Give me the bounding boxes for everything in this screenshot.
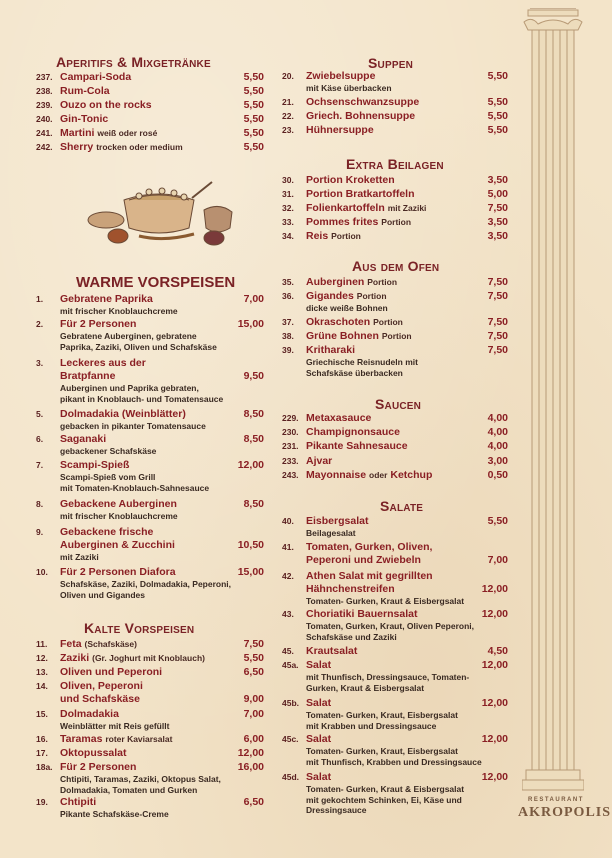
item-price: 0,50	[487, 469, 508, 481]
item-qualifier: trocken oder medium	[96, 142, 183, 152]
item-price: 5,50	[243, 141, 264, 153]
item-name-text: Auberginen	[306, 276, 365, 288]
item-description: Paprika, Zaziki, Oliven und Schafskäse	[60, 341, 217, 352]
item-name	[60, 141, 183, 154]
item-description: gebackener Schafskäse	[60, 446, 157, 456]
item-description: Tomaten- Gurken, Kraut & Eisbergsalat	[306, 784, 465, 794]
item-name	[306, 174, 395, 187]
item-number: 240.	[36, 114, 53, 124]
item-price: 8,50	[243, 498, 264, 510]
item-name-text: Gebackene Auberginen	[60, 498, 177, 510]
item-description: Oliven und Gigandes	[60, 589, 146, 600]
item-description: Gebratene Auberginen, gebratene	[60, 331, 197, 341]
item-name-line2: Peperoni und Zwiebeln	[306, 554, 421, 566]
item-price: 5,50	[243, 71, 264, 83]
item-name	[306, 455, 332, 468]
item-name-text: Ochsenschwanzsuppe	[306, 96, 420, 108]
item-price: 12,00	[237, 459, 264, 471]
item-qualifier: (Schafskäse)	[84, 639, 137, 649]
item-price: 12,00	[481, 659, 508, 671]
item-name-text: Taramas	[60, 733, 103, 745]
item-number: 12.	[36, 653, 48, 663]
item-price: 5,50	[243, 99, 264, 111]
item-name	[60, 85, 110, 98]
item-description: Beilagesalat	[306, 528, 356, 538]
item-name-text: Champignonsauce	[306, 426, 400, 438]
item-name-line2: Bratpfanne	[60, 370, 116, 382]
item-name	[306, 733, 331, 746]
item-description: Schafskäse überbacken	[306, 367, 403, 378]
item-description: Tomaten, Gurken, Kraut, Oliven Peperoni,	[306, 621, 474, 631]
item-qualifier: Portion	[373, 317, 403, 327]
item-price: 8,50	[243, 433, 264, 445]
item-name-text: Martini	[60, 127, 95, 139]
item-description: gebacken in pikanter Tomatensauce	[60, 421, 206, 431]
item-number: 22.	[282, 111, 294, 121]
item-price: 5,50	[243, 113, 264, 125]
item-description: mit Käse überbacken	[306, 83, 392, 93]
item-number: 233.	[282, 456, 299, 466]
item-number: 23.	[282, 125, 294, 135]
item-description: Pikante Schafskäse-Creme	[60, 809, 169, 819]
item-price: 15,00	[237, 566, 264, 578]
item-description: mit Thunfisch, Krabben und Dressingsauce	[306, 756, 482, 767]
item-description: mit Krabben und Dressingsauce	[306, 720, 437, 731]
item-price: 15,00	[237, 318, 264, 330]
item-number: 231.	[282, 441, 299, 451]
item-name	[60, 408, 186, 421]
item-number: 19.	[36, 797, 48, 807]
item-name-text: Krautsalat	[306, 645, 358, 657]
item-name-text: Metaxasauce	[306, 412, 372, 424]
item-name-text: Saganaki	[60, 433, 107, 445]
item-name-text: Hühnersuppe	[306, 124, 374, 136]
item-price: 7,50	[487, 202, 508, 214]
item-number: 10.	[36, 567, 48, 577]
item-number: 30.	[282, 175, 294, 185]
item-name-text: Campari-Soda	[60, 71, 132, 83]
item-qualifier: mit Zaziki	[387, 203, 427, 213]
column-pillar-graphic	[522, 8, 584, 800]
item-name	[60, 680, 143, 693]
item-name	[60, 99, 152, 112]
item-price: 7,50	[487, 344, 508, 356]
item-number: 241.	[36, 128, 53, 138]
item-description: Dolmadakia, Tomaten und Gurken	[60, 784, 198, 795]
item-name	[60, 566, 176, 579]
item-price: 7,50	[487, 330, 508, 342]
item-price: 6,50	[243, 666, 264, 678]
item-name-text: Dolmadakia	[60, 708, 119, 720]
item-price: 5,50	[243, 652, 264, 664]
item-qualifier: weiß oder rosé	[97, 128, 158, 138]
item-name	[60, 652, 205, 665]
item-name-text: Pommes frites	[306, 216, 379, 228]
item-price: 4,00	[487, 426, 508, 438]
item-qualifier: Portion	[331, 231, 361, 241]
item-price: 5,50	[487, 110, 508, 122]
item-name-text: Folienkartoffeln	[306, 202, 385, 214]
item-name-text: Gigandes	[306, 290, 354, 302]
item-name	[60, 708, 119, 721]
item-number: 45b.	[282, 698, 300, 708]
item-number: 21.	[282, 97, 294, 107]
item-name	[306, 608, 417, 621]
item-price: 7,50	[487, 290, 508, 302]
item-name-text: Salat	[306, 697, 332, 709]
item-number: 42.	[282, 571, 294, 581]
item-qualifier: Portion	[356, 291, 387, 301]
item-description: mit frischer Knoblauchcreme	[60, 511, 178, 521]
item-description: pikant in Knoblauch- und Tomatensauce	[60, 393, 224, 404]
item-name	[306, 541, 432, 554]
item-name-text: Gebratene Paprika	[60, 293, 153, 305]
item-qualifier: roter Kaviarsalat	[105, 734, 173, 744]
item-price: 6,50	[243, 796, 264, 808]
item-number: 11.	[36, 639, 48, 649]
item-name-text: Okraschoten	[306, 316, 371, 328]
item-description: Schafskäse und Zaziki	[306, 631, 397, 642]
item-name	[306, 276, 397, 289]
item-name	[306, 659, 331, 672]
item-name-text: Leckeres aus der	[60, 357, 146, 369]
item-name	[306, 70, 375, 83]
item-number: 32.	[282, 203, 294, 213]
item-name	[60, 459, 129, 472]
item-price: 5,50	[243, 127, 264, 139]
item-number: 43.	[282, 609, 294, 619]
section-title-saucen: Saucen	[375, 396, 422, 412]
item-price: 7,50	[487, 316, 508, 328]
section-title-beilagen: Extra Beilagen	[346, 156, 444, 172]
item-description: mit Thunfisch, Dressingsauce, Tomaten-	[306, 672, 470, 682]
item-price: 7,50	[243, 638, 264, 650]
item-description: Tomaten- Gurken, Kraut, Eisbergsalat	[306, 710, 458, 720]
item-number: 38.	[282, 331, 294, 341]
item-description: mit frischer Knoblauchcreme	[60, 306, 178, 316]
item-number: 34.	[282, 231, 294, 241]
item-name	[306, 570, 433, 583]
item-qualifier: (Gr. Joghurt mit Knoblauch)	[92, 653, 205, 663]
item-name	[306, 330, 412, 343]
item-price: 9,50	[243, 370, 264, 382]
item-name	[306, 124, 374, 137]
item-number: 45a.	[282, 660, 299, 670]
item-name-text: Mayonnaise	[306, 469, 367, 481]
item-name-text: Oliven und Peperoni	[60, 666, 163, 678]
item-price: 12,00	[481, 697, 508, 709]
item-name	[60, 293, 153, 306]
item-name	[306, 230, 361, 243]
section-title-kalte: Kalte Vorspeisen	[84, 620, 195, 636]
item-name	[60, 357, 146, 370]
item-price: 9,00	[243, 693, 264, 705]
item-price: 12,00	[481, 583, 508, 595]
item-number: 31.	[282, 189, 294, 199]
item-name-text: Tomaten, Gurken, Oliven,	[306, 541, 433, 553]
item-name	[60, 113, 108, 126]
item-name-text: Ouzo on the rocks	[60, 99, 152, 111]
item-number: 5.	[36, 409, 44, 419]
item-name	[306, 96, 419, 109]
item-description: mit gekochtem Schinken, Ei, Käse und	[306, 794, 462, 805]
item-price: 12,00	[481, 608, 508, 620]
item-name	[306, 344, 355, 357]
section-title-suppen: Suppen	[368, 55, 413, 71]
item-name	[60, 498, 177, 511]
item-price: 8,50	[243, 408, 264, 420]
item-number: 229.	[282, 413, 299, 423]
item-number: 7.	[36, 460, 44, 470]
item-name	[60, 733, 172, 746]
item-name	[306, 697, 331, 710]
item-name-text-2: Ketchup	[390, 469, 433, 481]
food-illustration	[84, 180, 234, 248]
item-number: 230.	[282, 427, 299, 437]
item-price: 5,50	[487, 515, 508, 527]
item-name-text: Dolmadakia (Weinblätter)	[60, 408, 186, 420]
item-name-text: Reis	[306, 230, 329, 242]
item-price: 3,50	[487, 230, 508, 242]
item-number: 45c.	[282, 734, 299, 744]
item-name	[60, 796, 96, 809]
item-number: 15.	[36, 709, 48, 719]
item-price: 7,00	[487, 554, 508, 566]
item-price: 4,00	[487, 412, 508, 424]
item-name-text: Chtipiti	[60, 796, 97, 808]
section-title-warme: WARME VORSPEISEN	[76, 274, 236, 291]
item-name	[60, 318, 136, 331]
item-price: 12,00	[237, 747, 264, 759]
item-number: 237.	[36, 72, 53, 82]
item-number: 14.	[36, 681, 48, 691]
item-name	[60, 666, 162, 679]
item-price: 5,00	[487, 188, 508, 200]
item-number: 238.	[36, 86, 53, 96]
item-qualifier: oder	[369, 470, 388, 480]
item-name-text: Für 2 Personen	[60, 318, 137, 330]
item-name	[60, 638, 137, 651]
item-price: 5,50	[487, 124, 508, 136]
item-name-text: Für 2 Personen Diafora	[60, 566, 176, 578]
item-name-text: Gebackene frische	[60, 526, 154, 538]
item-name	[306, 216, 411, 229]
item-price: 12,00	[481, 771, 508, 783]
item-name	[306, 188, 415, 201]
item-name	[60, 526, 153, 539]
item-number: 6.	[36, 434, 44, 444]
item-qualifier: Portion	[381, 331, 412, 341]
item-name-text: Athen Salat mit gegrillten	[306, 570, 433, 582]
item-name-text: Für 2 Personen	[60, 761, 137, 773]
item-price: 4,00	[487, 440, 508, 452]
item-name-line2: Auberginen & Zucchini	[60, 539, 175, 551]
item-description: Dressingsauce	[306, 805, 367, 815]
section-title-ofen: Aus dem Ofen	[352, 258, 440, 274]
item-description: Schafskäse, Zaziki, Dolmadakia, Peperoni,	[60, 579, 232, 589]
item-name	[60, 71, 131, 84]
item-name	[60, 747, 127, 760]
item-description: Scampi-Spieß vom Grill	[60, 472, 156, 482]
item-name-text: Salat	[306, 771, 332, 783]
item-name	[60, 433, 106, 446]
item-description: Tomaten- Gurken, Kraut, Eisbergsalat	[306, 746, 458, 756]
item-number: 33.	[282, 217, 294, 227]
item-number: 41.	[282, 542, 294, 552]
item-name-text: Rum-Cola	[60, 85, 110, 97]
item-name-text: Salat	[306, 733, 332, 745]
item-number: 39.	[282, 345, 294, 355]
item-name	[306, 469, 432, 482]
logo-restaurant-label: RESTAURANT	[528, 797, 584, 803]
item-name-text: Kritharaki	[306, 344, 356, 356]
item-price: 3,50	[487, 174, 508, 186]
item-name-text: Choriatiki Bauernsalat	[306, 608, 418, 620]
item-price: 3,50	[487, 216, 508, 228]
item-description: Griechische Reisnudeln mit	[306, 357, 418, 367]
item-price: 7,00	[243, 293, 264, 305]
item-description: Gurken, Kraut & Eisbergsalat	[306, 682, 425, 693]
item-name-line2: Hähnchenstreifen	[306, 583, 395, 595]
item-qualifier: Portion	[381, 217, 412, 227]
item-name-text: Oktopussalat	[60, 747, 127, 759]
item-name-text: Salat	[306, 659, 332, 671]
item-name-text: Oliven, Peperoni	[60, 680, 143, 692]
logo-akropolis: AKROPOLIS	[518, 805, 612, 820]
item-description: Tomaten- Gurken, Kraut & Eisbergsalat	[306, 596, 465, 606]
item-name-text: Scampi-Spieß	[60, 459, 130, 471]
item-description: Weinblätter mit Reis gefüllt	[60, 721, 170, 731]
item-number: 8.	[36, 499, 44, 509]
item-number: 45.	[282, 646, 294, 656]
item-number: 1.	[36, 294, 44, 304]
item-price: 10,50	[237, 539, 264, 551]
item-number: 36.	[282, 291, 294, 301]
item-name-text: Zwiebelsuppe	[306, 70, 376, 82]
item-name	[60, 127, 157, 140]
item-name	[306, 202, 426, 215]
item-name	[306, 440, 408, 453]
item-number: 18a.	[36, 762, 53, 772]
item-name-text: Eisbergsalat	[306, 515, 369, 527]
item-name-text: Ajvar	[306, 455, 333, 467]
item-name	[306, 412, 371, 425]
item-price: 6,00	[243, 733, 264, 745]
item-name-text: Grüne Bohnen	[306, 330, 379, 342]
item-number: 37.	[282, 317, 294, 327]
item-price: 16,00	[237, 761, 264, 773]
item-description: dicke weiße Bohnen	[306, 303, 388, 313]
item-name-text: Sherry	[60, 141, 94, 153]
item-price: 7,00	[243, 708, 264, 720]
item-name-text: Portion Kroketten	[306, 174, 395, 186]
item-name	[306, 110, 415, 123]
item-price: 5,50	[243, 85, 264, 97]
item-price: 5,50	[487, 70, 508, 82]
item-name-text: Portion Bratkartoffeln	[306, 188, 415, 200]
item-description: mit Zaziki	[60, 552, 99, 562]
item-price: 3,00	[487, 455, 508, 467]
item-number: 40.	[282, 516, 294, 526]
item-name	[306, 290, 387, 303]
item-description: Auberginen und Paprika gebraten,	[60, 383, 199, 393]
item-name-text: Zaziki	[60, 652, 90, 664]
item-number: 20.	[282, 71, 294, 81]
item-number: 35.	[282, 277, 294, 287]
item-name	[306, 515, 368, 528]
item-number: 16.	[36, 734, 48, 744]
item-number: 2.	[36, 319, 44, 329]
item-number: 239.	[36, 100, 53, 110]
item-number: 45d.	[282, 772, 300, 782]
item-name	[306, 645, 357, 658]
item-number: 9.	[36, 527, 44, 537]
item-name	[306, 426, 400, 439]
item-price: 4,50	[487, 645, 508, 657]
item-name	[60, 761, 136, 774]
item-number: 242.	[36, 142, 53, 152]
item-name	[306, 771, 331, 784]
item-name	[306, 316, 403, 329]
item-name-line2: und Schafskäse	[60, 693, 140, 705]
item-name-text: Feta	[60, 638, 82, 650]
item-price: 5,50	[487, 96, 508, 108]
item-description: mit Tomaten-Knoblauch-Sahnesauce	[60, 482, 210, 493]
item-price: 7,50	[487, 276, 508, 288]
item-price: 12,00	[481, 733, 508, 745]
item-number: 243.	[282, 470, 299, 480]
item-number: 13.	[36, 667, 48, 677]
item-name-text: Griech. Bohnensuppe	[306, 110, 416, 122]
item-name-text: Gin-Tonic	[60, 113, 109, 125]
item-number: 3.	[36, 358, 44, 368]
section-title-aperitifs: Aperitifs & Mixgetränke	[56, 54, 211, 70]
section-title-salate: Salate	[380, 498, 424, 514]
item-qualifier: Portion	[367, 277, 398, 287]
item-description: Chtipiti, Taramas, Zaziki, Oktopus Salat,	[60, 774, 221, 784]
item-name-text: Pikante Sahnesauce	[306, 440, 408, 452]
item-number: 17.	[36, 748, 48, 758]
